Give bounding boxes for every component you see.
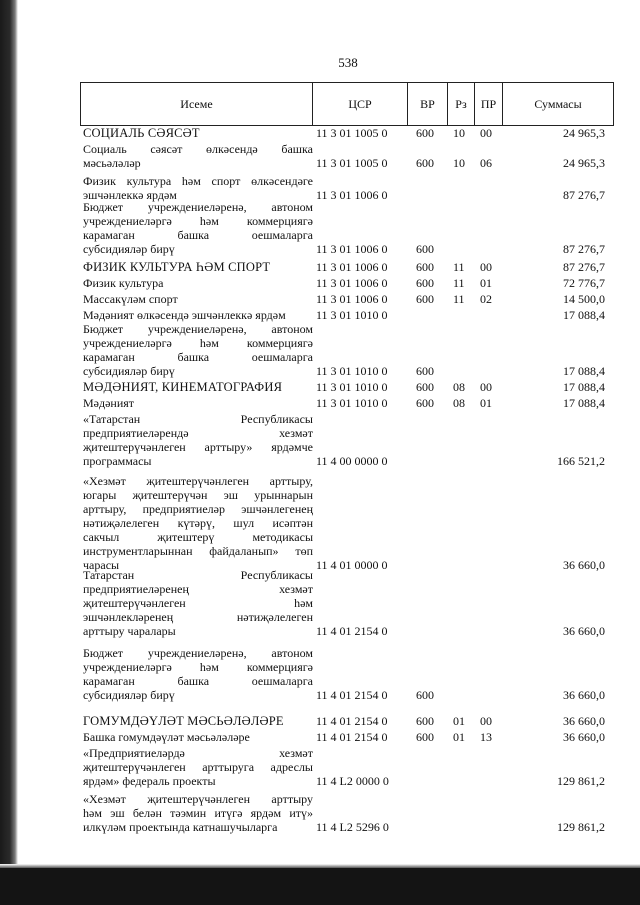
row-rz: 01 [453,714,465,728]
row-sum: 36 660,0 [563,730,605,744]
row-csr: 11 4 01 2154 0 [316,688,388,702]
row-name-line: Бюджет учреждениеләренә, автоном [83,200,313,214]
scan-bottom-edge [0,868,640,905]
row-name-line: арттыру, предприятиеләр эшчәнлегенең [83,502,313,516]
row-name [83,308,313,322]
row-rz: 10 [453,156,465,170]
row-name [83,276,313,290]
row-name-line: Массакүләм спорт [83,292,178,306]
row-csr: 11 3 01 1010 0 [316,364,388,378]
row-csr: 11 3 01 1006 0 [316,242,388,256]
row-name [83,174,313,202]
row-vr: 600 [416,688,434,702]
row-sum: 14 500,0 [563,292,605,306]
header-sum: Суммасы [502,82,614,126]
row-rz: 11 [453,260,465,274]
row-name-line: арттыру чаралары [83,624,176,638]
row-rz: 08 [453,396,465,410]
row-name-line: ФИЗИК КУЛЬТУРА ҺӘМ СПОРТ [83,260,271,274]
table-row [0,792,640,834]
row-name-line: учреждениеләргә һәм коммерциягә [83,660,313,674]
row-name-line: җитештерүчәнлеген арттыру» ярдәмче [83,440,313,454]
row-name-line: нәтиҗәлелеген күтәрү, шул исәптән [83,516,313,530]
table-row [0,380,640,394]
row-name-line: карамаган башка оешмаларга [83,228,313,242]
row-name [83,568,313,638]
row-rz: 11 [453,292,465,306]
row-name [83,292,313,306]
row-name-line: җитештерүчәнлеген арттыруга адреслы [83,760,313,774]
row-pr: 06 [480,156,492,170]
row-name-line: югары җитештерүчән эш урыннарын [83,488,313,502]
row-csr: 11 4 01 0000 0 [316,558,388,572]
table-row [0,714,640,728]
row-csr: 11 3 01 1010 0 [316,308,388,322]
row-pr: 01 [480,396,492,410]
row-name-line: «Предприятиеләрдә хезмәт [83,746,313,760]
row-sum: 129 861,2 [557,820,605,834]
row-sum: 17 088,4 [563,364,605,378]
row-sum: 87 276,7 [563,260,605,274]
row-pr: 02 [480,292,492,306]
row-pr: 00 [480,714,492,728]
table-row [0,474,640,572]
table-row [0,276,640,290]
row-name-line: предприятиеләрендә хезмәт [83,426,313,440]
row-name [83,646,313,702]
row-name-line: Татарстан Республикасы [83,568,313,582]
row-sum: 36 660,0 [563,714,605,728]
row-rz: 08 [453,380,465,394]
scan-left-edge [0,0,18,905]
row-csr: 11 3 01 1005 0 [316,126,388,140]
row-vr: 600 [416,260,434,274]
row-csr: 11 4 01 2154 0 [316,624,388,638]
row-csr: 11 4 01 2154 0 [316,714,388,728]
row-name-line: субсидияләр бирү [83,242,175,256]
header-pr: ПР [474,82,502,126]
row-name [83,474,313,572]
row-sum: 72 776,7 [563,276,605,290]
row-name-line: мәсьәләләр [83,156,141,170]
row-name-line: Мәдәният [83,396,135,410]
row-sum: 17 088,4 [563,396,605,410]
row-vr: 600 [416,292,434,306]
table-row [0,260,640,274]
row-csr: 11 3 01 1010 0 [316,396,388,410]
row-vr: 600 [416,380,434,394]
row-name-line: предприятиеләренең хезмәт [83,582,313,596]
row-name [83,142,313,170]
row-name-line: карамаган башка оешмаларга [83,674,313,688]
row-name-line: Бюджет учреждениеләренә, автоном [83,646,313,660]
row-name-line: ярдәм» федераль проекты [83,774,216,788]
row-name-line: Физик культура [83,276,164,290]
row-sum: 166 521,2 [557,454,605,468]
row-sum: 36 660,0 [563,688,605,702]
row-name-line: учреждениеләргә һәм коммерциягә [83,214,313,228]
row-name-line: карамаган башка оешмаларга [83,350,313,364]
row-csr: 11 3 01 1005 0 [316,156,388,170]
row-name-line: «Хезмәт җитештерүчәнлеген арттыру [83,792,313,806]
row-name-line: сакчыл җитештерү методикасы [83,530,313,544]
row-name-line: Бюджет учреждениеләренә, автоном [83,322,313,336]
row-sum: 87 276,7 [563,242,605,256]
row-name-line: программасы [83,454,152,468]
row-csr: 11 3 01 1006 0 [316,260,388,274]
table-row [0,322,640,378]
row-sum: 36 660,0 [563,624,605,638]
row-sum: 24 965,3 [563,156,605,170]
page-number: 538 [338,55,358,70]
row-name-line: субсидияләр бирү [83,688,175,702]
table-row [0,142,640,170]
row-name [83,322,313,378]
row-name-line: инструментларыннан файдаланып» төп [83,544,313,558]
row-name-line: СОЦИАЛЬ СӘЯСӘТ [83,126,200,140]
row-name [83,730,313,744]
row-vr: 600 [416,364,434,378]
row-csr: 11 4 00 0000 0 [316,454,388,468]
row-name [83,792,313,834]
row-sum: 129 861,2 [557,774,605,788]
row-name-line: «Хезмәт җитештерүчәнлеген арттыру, [83,474,313,488]
table-row [0,646,640,702]
table-row [0,746,640,788]
row-name-line: учреждениеләргә һәм коммерциягә [83,336,313,350]
row-name-line: һәм эш белән тәэмин итүгә ярдәм итү» [83,806,313,820]
row-name-line: «Татарстан Республикасы [83,412,313,426]
row-name-line: МӘДӘНИЯТ, КИНЕМАТОГРАФИЯ [83,380,283,394]
row-vr: 600 [416,730,434,744]
row-csr: 11 4 L2 5296 0 [316,820,389,834]
row-csr: 11 3 01 1006 0 [316,188,388,202]
row-name-line: Мәдәният өлкәсендә эшчәнлеккә ярдәм [83,308,286,322]
row-sum: 17 088,4 [563,308,605,322]
table-row [0,412,640,468]
row-pr: 00 [480,260,492,274]
header-vr: ВР [407,82,447,126]
row-vr: 600 [416,156,434,170]
row-sum: 36 660,0 [563,558,605,572]
row-name [83,746,313,788]
header-rz: Рз [447,82,474,126]
table-row [0,730,640,744]
row-name-line: субсидияләр бирү [83,364,175,378]
table-row [0,174,640,202]
header-name: Исеме [80,82,312,126]
row-sum: 17 088,4 [563,380,605,394]
row-rz: 01 [453,730,465,744]
row-name-line: Башка гомумдәүләт мәсьәләләре [83,730,250,744]
row-pr: 00 [480,126,492,140]
row-name-line: ГОМУМДӘҮЛӘТ МӘСЬӘЛӘЛӘРЕ [83,714,284,728]
row-name [83,126,313,140]
row-name-line: чарасы [83,558,120,572]
row-rz: 10 [453,126,465,140]
row-csr: 11 4 01 2154 0 [316,730,388,744]
row-csr: 11 3 01 1006 0 [316,292,388,306]
row-sum: 87 276,7 [563,188,605,202]
row-pr: 00 [480,380,492,394]
table-row [0,308,640,322]
row-name [83,396,313,410]
row-name-line: эшчәнлеккә ярдәм [83,188,177,202]
row-name-line: Социаль сәясәт өлкәсендә башка [83,142,313,156]
table-row [0,396,640,410]
row-vr: 600 [416,242,434,256]
row-vr: 600 [416,396,434,410]
row-name-line: җитештерүчәнлеген һәм [83,596,313,610]
table-row [0,126,640,140]
table-row [0,200,640,256]
row-csr: 11 4 L2 0000 0 [316,774,389,788]
table-row [0,568,640,638]
row-sum: 24 965,3 [563,126,605,140]
row-vr: 600 [416,714,434,728]
row-vr: 600 [416,276,434,290]
row-pr: 01 [480,276,492,290]
row-name [83,412,313,468]
row-name-line: илкүләм проектында катнашучыларга [83,820,278,834]
row-name [83,714,313,728]
row-csr: 11 3 01 1006 0 [316,276,388,290]
row-csr: 11 3 01 1010 0 [316,380,388,394]
row-vr: 600 [416,126,434,140]
row-name [83,260,313,274]
row-rz: 11 [453,276,465,290]
table-row [0,292,640,306]
row-name-line: эшчәнлекләренең нәтиҗәлелеген [83,610,313,624]
row-name-line: Физик культура һәм спорт өлкәсендәге [83,174,313,188]
row-name [83,380,313,394]
row-pr: 13 [480,730,492,744]
row-name [83,200,313,256]
header-csr: ЦСР [312,82,407,126]
